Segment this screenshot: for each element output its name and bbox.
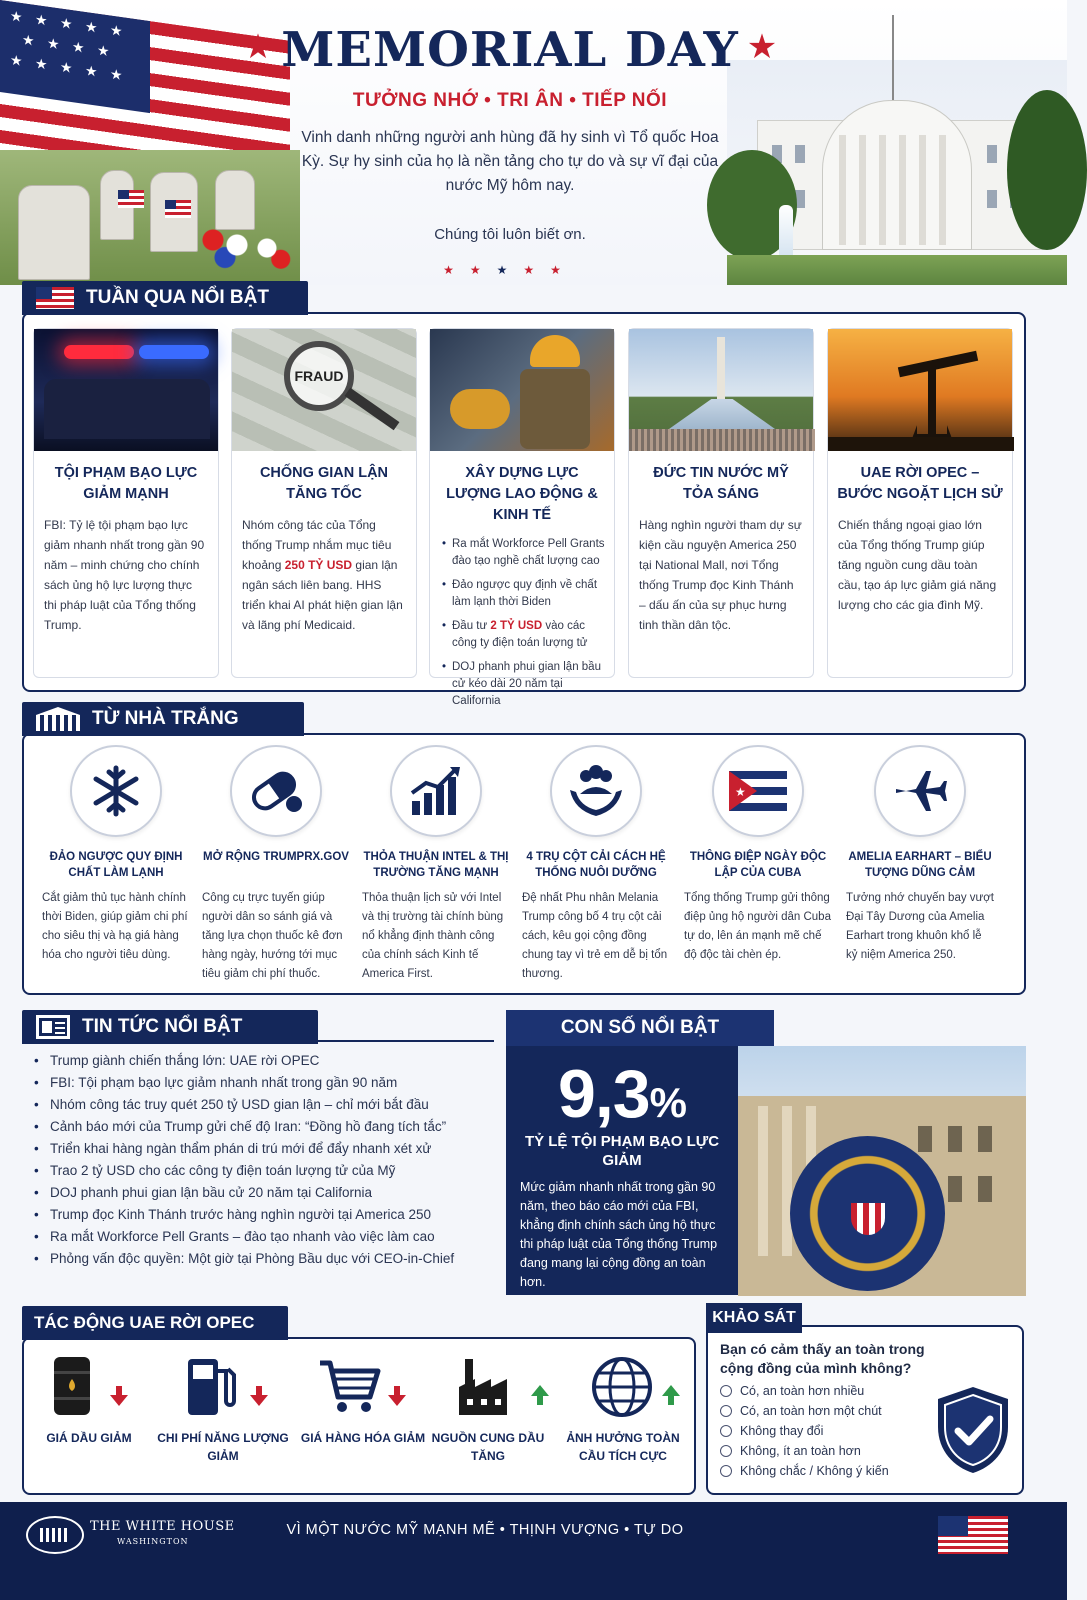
page-title: ★ MEMORIAL DAY ★ <box>242 22 778 78</box>
list-item: • Đảo ngược quy định về chất làm lạnh thời Biden <box>442 577 606 611</box>
police-lights-image <box>34 329 218 451</box>
wh-item-intel[interactable] <box>358 745 514 984</box>
footer-slogan: VÌ MỘT NƯỚC MỸ MẠNH MẼ • THỊNH VƯỢNG • TỰ DO <box>286 1522 684 1538</box>
impact-item-global-impact <box>556 1355 690 1465</box>
news-item[interactable]: • Cảnh báo mới của Trump gửi chế độ Iran: “Đồng hồ đang tích tắc” <box>30 1116 490 1138</box>
us-flag-image: ★ ★ ★ ★ ★ ★ ★ ★ ★ ★ ★ ★ ★ ★ <box>0 0 290 211</box>
survey-option-5[interactable]: Không chắc / Không ý kiến <box>720 1464 889 1478</box>
radio-button[interactable] <box>720 1385 732 1397</box>
card-text: Nhóm công tác của Tổng thống Trump nhắm mục tiêu khoảng 250 TỶ USD gian lận ngân sách liên bang. HHS triển khai AI phát hiện gian lận và lãng phí Medicaid. <box>242 518 403 632</box>
card-text: Hàng nghìn người tham dự sự kiện cầu nguyện America 250 tại National Mall, nơi Tổng thống Trump đọc Kinh Thánh – dấu ấn của sự phục hưng tinh thần dân tộc. <box>639 518 802 632</box>
news-item[interactable]: • Triển khai hàng ngàn thẩm phán di trú mới để đẩy nhanh xét xử <box>30 1138 490 1160</box>
stat-description: Mức giảm nhanh nhất trong gần 90 năm, theo báo cáo mới của FBI, khẳng định chính sách ủng hộ thực thi pháp luật của Tổng thống Trump đang mang lại cộng đồng an toàn hơn. <box>520 1180 718 1289</box>
item-text: Công cụ trực tuyến giúp người dân so sánh giá và tăng lựa chọn thuốc kê đơn hàng ngày, hướng tới mục tiêu giảm chi phí thuốc. <box>202 892 343 980</box>
news-card-faith[interactable] <box>628 328 814 678</box>
news-item[interactable]: • Trao 2 tỷ USD cho các công ty điện toán lượng tử của Mỹ <box>30 1160 490 1182</box>
item-title: THỎA THUẬN INTEL & THỊ TRƯỜNG TĂNG MẠNH <box>363 851 509 879</box>
footer-org: THE WHITE HOUSE <box>90 1519 235 1534</box>
card-title: TỘI PHẠM BẠO LỰC GIẢM MẠNH <box>54 465 198 502</box>
svg-text:★: ★ <box>735 785 746 799</box>
section-title: TÁC ĐỘNG UAE RỜI OPEC <box>34 1313 255 1332</box>
news-card-workforce[interactable] <box>429 328 615 707</box>
footer-org-sub: WASHINGTON <box>117 1537 189 1546</box>
item-title: MỞ RỘNG TRUMPRX.GOV <box>203 851 349 863</box>
impact-label: CHI PHÍ NĂNG LƯỢNG GIẢM <box>157 1431 289 1463</box>
arrow-down-icon <box>250 1395 268 1406</box>
shield-check-icon <box>934 1385 1012 1475</box>
arrow-down-icon <box>388 1395 406 1406</box>
card-text: FBI: Tỷ lệ tội phạm bạo lực giảm nhanh nhất trong gần 90 năm – minh chứng cho chính sách ủng hộ lực lượng thực thi pháp luật của Tổng thống Trump. <box>44 518 205 632</box>
hero-subtitle: TƯỞNG NHỚ • TRI ÂN • TIẾP NỐI <box>352 90 668 111</box>
list-item: • Đầu tư 2 TỶ USD vào các công ty điện toán lượng tử <box>442 618 606 652</box>
news-card-fraud[interactable] <box>231 328 417 678</box>
hero-banner <box>0 0 1067 285</box>
news-item[interactable]: • Trump đọc Kinh Thánh trước hàng nghìn người tại America 250 <box>30 1204 490 1226</box>
item-title: THÔNG ĐIỆP NGÀY ĐỘC LẬP CỦA CUBA <box>689 851 827 879</box>
news-item[interactable]: • Nhóm công tác truy quét 250 tỷ USD gian lận – chỉ mới bắt đầu <box>30 1094 490 1116</box>
survey-question: Bạn có cảm thấy an toàn trong cộng đồng của mình không? <box>720 1341 925 1376</box>
factory-icon <box>457 1355 519 1417</box>
newspaper-icon <box>36 1015 70 1039</box>
item-title: AMELIA EARHART – BIỂU TƯỢNG DŨNG CẢM <box>848 851 992 879</box>
impact-label: GIÁ HÀNG HÓA GIẢM <box>300 1431 426 1445</box>
impact-item-oil-price <box>22 1355 156 1447</box>
survey-option-3[interactable]: Không thay đổi <box>720 1424 823 1438</box>
item-text: Thỏa thuận lịch sử với Intel và thị trường tài chính bùng nổ khẳng định thành công của chính sách Kinh tế America First. <box>362 892 504 980</box>
survey-header: KHẢO SÁT <box>706 1303 802 1333</box>
news-item[interactable]: • Trump giành chiến thắng lớn: UAE rời OPEC <box>30 1050 490 1072</box>
fbi-seal-logo <box>790 1136 945 1291</box>
impact-item-energy-cost <box>156 1355 290 1465</box>
card-title: XÂY DỰNG LỰC LƯỢNG LAO ĐỘNG & KINH TẾ <box>446 465 598 523</box>
hero-thanks: Chúng tôi luôn biết ơn. <box>434 226 586 243</box>
hero-description: Vinh danh những người anh hùng đã hy sinh vì Tổ quốc Hoa Kỳ. Sự hy sinh của họ là nền tảng cho tự do và sự vĩ đại của nước Mỹ hôm nay. <box>301 129 719 194</box>
worker-image <box>430 329 614 451</box>
news-card-uae-opec[interactable] <box>827 328 1013 678</box>
news-item[interactable]: • Ra mắt Workforce Pell Grants – đào tạo nhanh vào việc làm cao <box>30 1226 490 1248</box>
stat-label: TỶ LỆ TỘI PHẠM BẠO LỰC GIẢM <box>524 1133 720 1169</box>
impact-label: NGUỒN CUNG DẦU TĂNG <box>431 1431 545 1463</box>
radio-button[interactable] <box>720 1465 732 1477</box>
arrow-up-icon <box>662 1385 680 1396</box>
card-bullets <box>430 536 614 710</box>
airplane-icon <box>892 763 948 819</box>
stat-header: CON SỐ NỔI BẬT <box>506 1010 774 1046</box>
globe-icon <box>590 1355 654 1419</box>
star-icon: ★ <box>242 28 274 66</box>
news-list <box>30 1050 490 1270</box>
impact-label: GIÁ DẦU GIẢM <box>46 1431 132 1445</box>
wh-item-refrigerant[interactable] <box>38 745 194 965</box>
fraud-money-image <box>232 329 416 451</box>
impact-item-goods-price <box>296 1355 430 1447</box>
item-title: ĐẢO NGƯỢC QUY ĐỊNH CHẤT LÀM LẠNH <box>49 851 183 879</box>
section-title: TIN TỨC NỔI BẬT <box>82 1016 243 1037</box>
white-house-logo <box>26 1516 84 1554</box>
card-title: ĐỨC TIN NƯỚC MỸ TỎA SÁNG <box>653 465 789 502</box>
card-text: Chiến thắng ngoại giao lớn của Tổng thống Trump giúp tăng nguồn cung dầu toàn cầu, tạo áp lực giảm giá năng lượng cho các gia đình Mỹ. <box>838 518 997 612</box>
impact-header <box>22 1306 288 1340</box>
footer <box>0 1502 1067 1600</box>
oil-pump-image <box>828 329 1012 451</box>
growth-chart-icon <box>408 765 464 817</box>
white-house-header <box>22 702 304 736</box>
us-flag-icon <box>938 1516 1008 1554</box>
cuba-flag-icon <box>729 771 787 811</box>
star-icon: ★ <box>746 28 778 66</box>
item-text: Tổng thống Trump gửi thông điệp ủng hộ người dân Cuba tự do, lên án mạnh mẽ chế độ độc tài chèn ép. <box>684 892 831 961</box>
section-title: TỪ NHÀ TRẮNG <box>92 708 239 729</box>
wh-item-cuba[interactable] <box>680 745 836 965</box>
survey-option-2[interactable]: Có, an toàn hơn một chút <box>720 1404 882 1418</box>
radio-button[interactable] <box>720 1445 732 1457</box>
national-mall-image <box>629 329 813 451</box>
news-card-crime[interactable] <box>33 328 219 678</box>
section-title: TUẦN QUA NỔI BẬT <box>86 287 269 308</box>
news-item[interactable]: • FBI: Tội phạm bạo lực giảm nhanh nhất trong gần 90 năm <box>30 1072 490 1094</box>
news-header <box>22 1010 318 1044</box>
card-title: UAE RỜI OPEC – BƯỚC NGOẶT LỊCH SỬ <box>837 465 1003 502</box>
fbi-building-image <box>738 1046 1026 1295</box>
card-title: CHỐNG GIAN LẬN TĂNG TỐC <box>259 465 389 502</box>
fuel-pump-icon <box>184 1355 236 1417</box>
item-text: Đệ nhất Phu nhân Melania Trump công bố 4 trụ cột cải cách, kêu gọi cộng đồng chung tay vì trẻ em dễ bị tổn thương. <box>522 892 668 980</box>
wh-item-foster-care[interactable] <box>518 745 674 984</box>
radio-button[interactable] <box>720 1405 732 1417</box>
shopping-cart-icon <box>318 1357 380 1417</box>
item-text: Cắt giảm thủ tục hành chính thời Biden, giúp giảm chi phí cho siêu thị và hạ giá hàng hóa cho người tiêu dùng. <box>42 892 188 961</box>
impact-item-oil-supply <box>421 1355 555 1465</box>
impact-label: ẢNH HƯỞNG TOÀN CẦU TÍCH CỰC <box>566 1431 680 1463</box>
arrow-up-icon <box>531 1385 549 1396</box>
fraud-label: FRAUD <box>284 341 354 411</box>
survey-option-4[interactable]: Không, ít an toàn hơn <box>720 1444 861 1458</box>
news-item[interactable]: • Phỏng vấn độc quyền: Một giờ tại Phòng Bầu dục với CEO-in-Chief <box>30 1248 490 1270</box>
oil-barrel-icon <box>52 1355 92 1417</box>
stat-panel <box>506 1010 738 1295</box>
white-house-icon <box>36 707 80 731</box>
pill-icon <box>246 766 306 816</box>
list-item: • DOJ phanh phui gian lận bầu cử kéo dài 20 năm tại California <box>442 659 606 710</box>
survey-option-1[interactable]: Có, an toàn hơn nhiều <box>720 1384 864 1398</box>
radio-button[interactable] <box>720 1425 732 1437</box>
stat-number: 9,3% <box>558 1056 686 1132</box>
item-text: Tưởng nhớ chuyến bay vượt Đại Tây Dương của Amelia Earhart trong khuôn khổ lễ kỷ niệm America 250. <box>846 892 994 961</box>
arrow-down-icon <box>110 1395 128 1406</box>
us-flag-icon <box>36 287 74 309</box>
snowflake-icon <box>89 764 143 818</box>
cemetery-image <box>0 150 300 285</box>
news-item[interactable]: • DOJ phanh phui gian lận bầu cử 20 năm tại California <box>30 1182 490 1204</box>
wh-item-earhart[interactable] <box>842 745 998 965</box>
list-item: • Ra mắt Workforce Pell Grants đào tạo nghề chất lượng cao <box>442 536 606 570</box>
week-highlights-header <box>22 281 308 315</box>
wh-item-trumprx[interactable] <box>198 745 354 984</box>
item-title: 4 TRỤ CỘT CẢI CÁCH HỆ THỐNG NUÔI DƯỠNG <box>526 851 666 879</box>
community-hands-icon <box>566 764 626 818</box>
white-house-image <box>727 60 1067 285</box>
decorative-stars: ★★★★★ <box>443 263 577 277</box>
